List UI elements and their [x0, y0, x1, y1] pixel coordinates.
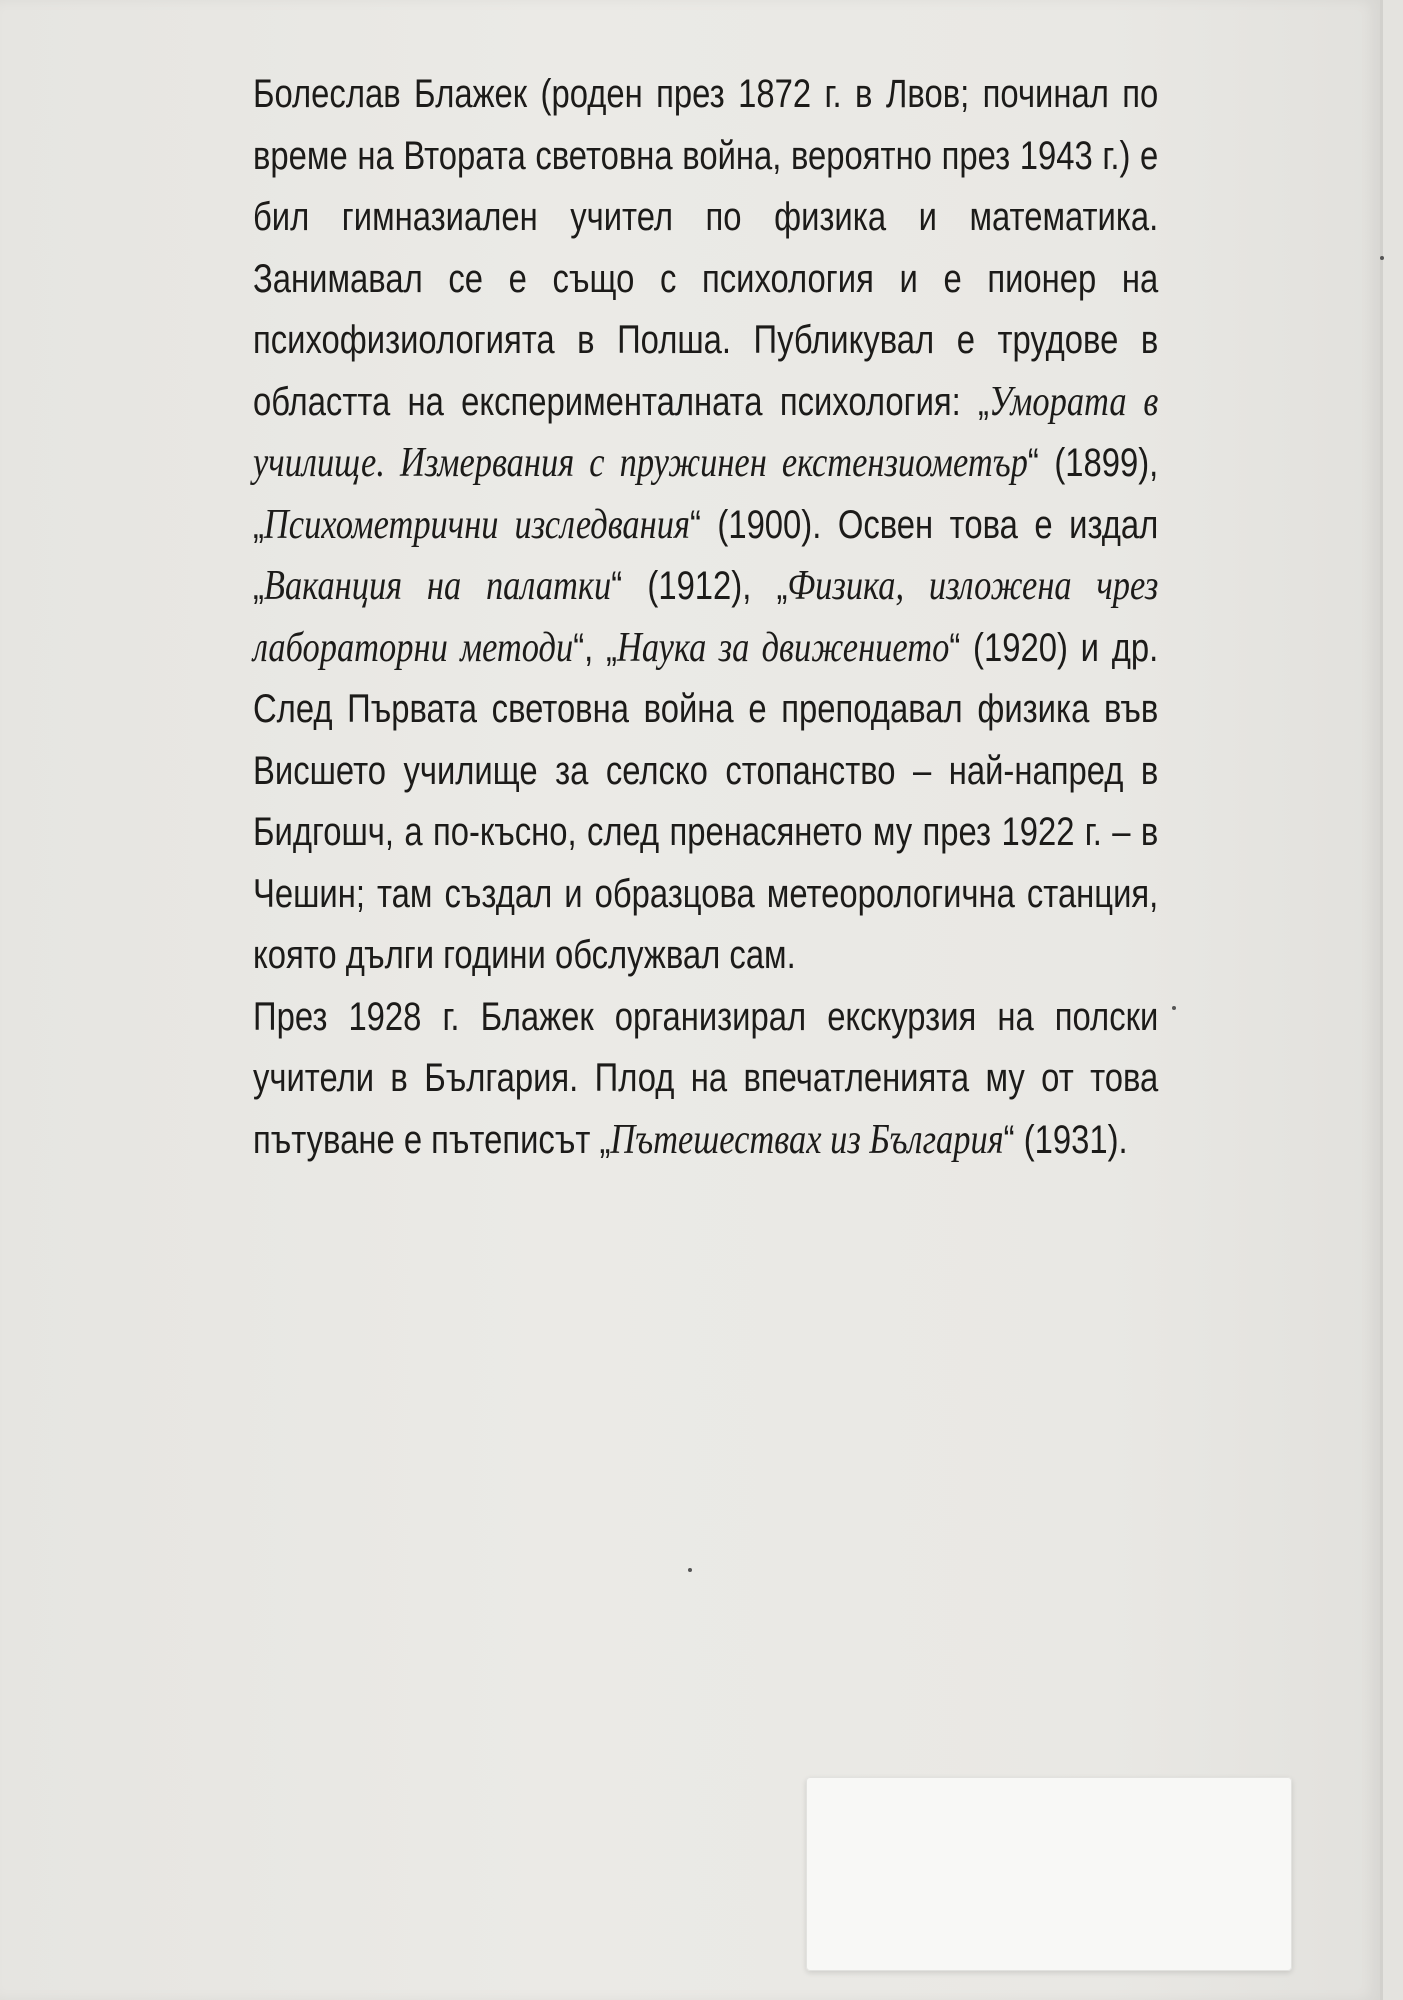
text-run: Болеслав Блажек (роден през 1872 г. в Лвов; починал по време на Втората световна война, вероятно през 1943 г.) е бил гимназиален учител по физика и математика. Занимавал се е също с психология и е пионер на психофизиологията в Полша. Публикувал е трудове в областта на експерименталната психология: „ [253, 72, 1159, 424]
text-run: “, „ [573, 625, 617, 670]
text-run: “ (1900). Освен това е издал „ [253, 502, 1159, 608]
work-title: Наука за движението [616, 624, 950, 671]
work-title: Физика, изложена чрез лабораторни методи [253, 563, 1159, 671]
text-run: През 1928 г. Блажек организирал екскурзия на полски учители в България. Плод на впечатленията му от това пътуване е пътеписът „ [253, 994, 1159, 1162]
author-biography [253, 64, 1158, 1171]
work-title: Психометрични изследвания [263, 501, 690, 548]
travel-paragraph [253, 987, 1158, 1172]
work-title: Пътешествах из България [610, 1116, 1004, 1163]
work-title: Умората в училище. Измервания с пружинен екстензиометър [253, 378, 1159, 486]
text-run: “ (1899), „ [253, 441, 1159, 547]
text-run: “ (1931). [1003, 1117, 1128, 1162]
work-title: Ваканция на палатки [263, 563, 612, 609]
dust-speck [688, 1568, 692, 1572]
dust-speck [1172, 1006, 1176, 1010]
text-run: “ (1912), „ [611, 564, 788, 608]
dust-speck [1380, 256, 1384, 260]
biography-paragraph [253, 64, 1158, 987]
text-run: “ (1920) и др. След Първата световна война е преподавал физика във Висшето училище за селско стопанство – най-напред в Бидгошч, а по-късно, след пренасянето му през 1922 г. – в Чешин; там създал и образцова метеорологична станция, която дълги години обслужвал сам. [253, 625, 1159, 977]
blank-price-sticker [806, 1777, 1292, 1971]
